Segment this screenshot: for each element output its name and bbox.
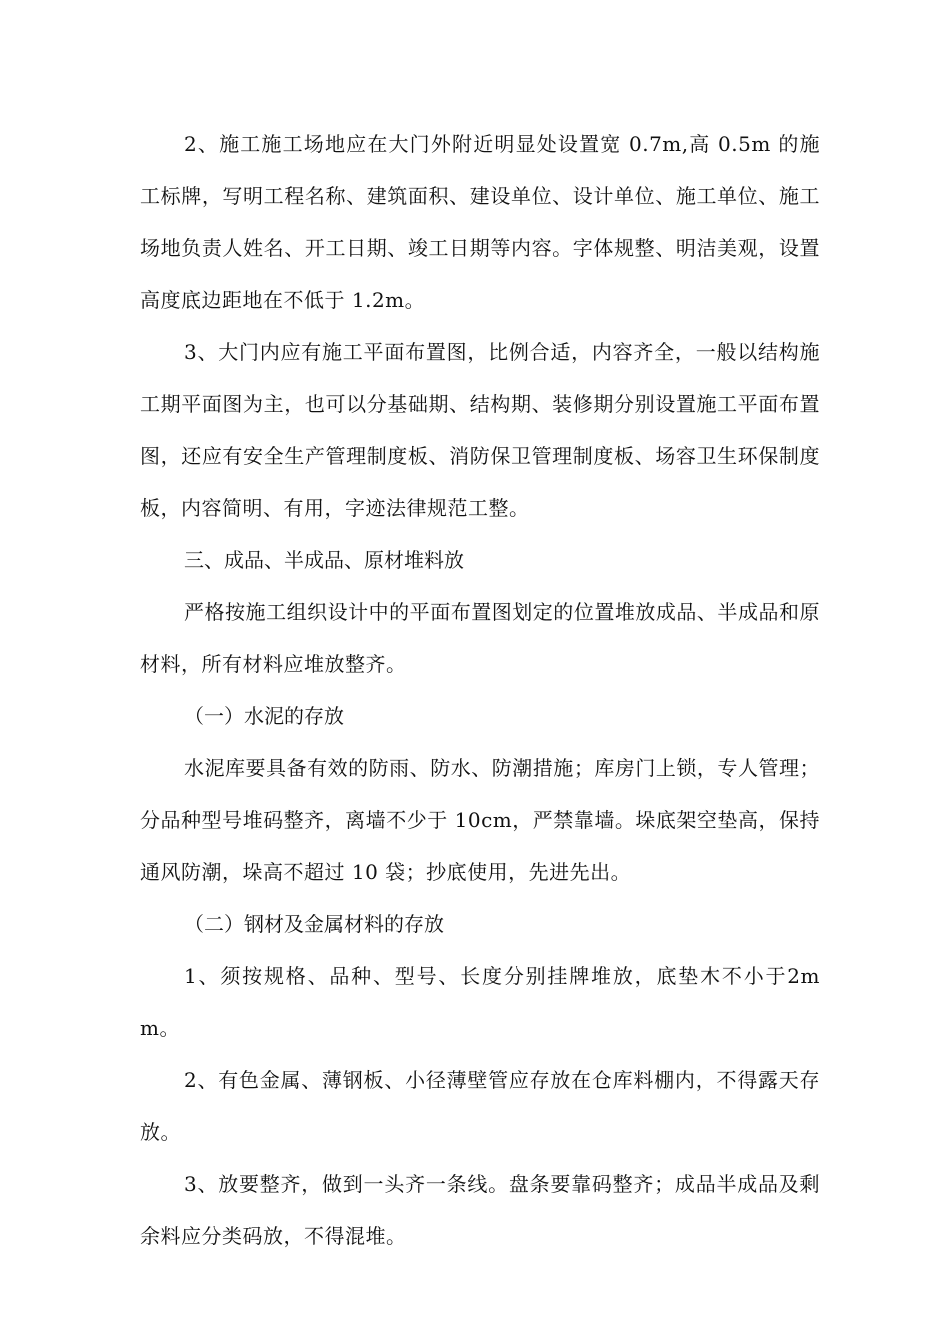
paragraph-cement-storage: 水泥库要具备有效的防雨、防水、防潮措施；库房门上锁，专人管理；分品种型号堆码整齐，离墙不少于 10cm，严禁靠墙。垛底架空垫高，保持通风防潮，垛高不超过 10 袋；抄底使用，先进先出。 [140, 756, 820, 884]
paragraph-steel-rule-3: 3、放要整齐，做到一头齐一条线。盘条要靠码整齐；成品半成品及剩余料应分类码放，不得混堆。 [140, 1172, 820, 1248]
subheading-cement-storage: （一）水泥的存放 [184, 704, 344, 728]
document-body [140, 118, 820, 1262]
section-heading-materials-storage: 三、成品、半成品、原材堆料放 [184, 548, 464, 572]
paragraph-steel-rule-1: 1、须按规格、品种、型号、长度分别挂牌堆放，底垫木不小于2mm。 [140, 964, 820, 1040]
paragraph-layout-plan: 3、大门内应有施工平面布置图，比例合适，内容齐全，一般以结构施工期平面图为主，也可以分基础期、结构期、装修期分别设置施工平面布置图，还应有安全生产管理制度板、消防保卫管理制度板、场容卫生环保制度板，内容简明、有用，字迹法律规范工整。 [140, 340, 820, 520]
paragraph-storage-rule: 严格按施工组织设计中的平面布置图划定的位置堆放成品、半成品和原材料，所有材料应堆放整齐。 [140, 600, 820, 676]
paragraph-signboard: 2、施工施工场地应在大门外附近明显处设置宽 0.7m,高 0.5m 的施工标牌，写明工程名称、建筑面积、建设单位、设计单位、施工单位、施工场地负责人姓名、开工日期、竣工日期等内容。字体规整、明洁美观，设置高度底边距地在不低于 1.2m。 [140, 132, 820, 312]
paragraph-steel-rule-2: 2、有色金属、薄钢板、小径薄壁管应存放在仓库料棚内，不得露天存放。 [140, 1068, 820, 1144]
subheading-steel-storage: （二）钢材及金属材料的存放 [184, 912, 444, 936]
